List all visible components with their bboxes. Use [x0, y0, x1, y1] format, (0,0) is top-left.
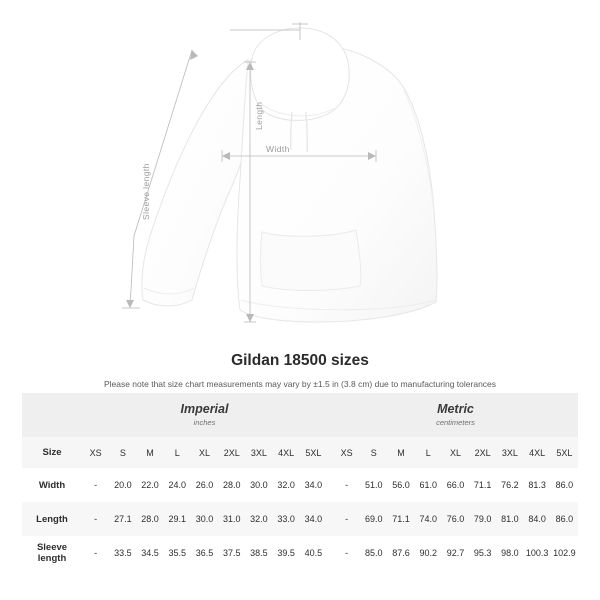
sleeve-metric-xl: 92.7 — [442, 536, 469, 570]
width-imperial-4xl: 32.0 — [273, 468, 300, 502]
size-header: Size — [22, 437, 82, 468]
length-metric-3xl: 81.0 — [496, 502, 523, 536]
header-imperial-2xl: 2XL — [218, 437, 245, 468]
header-imperial-4xl: 4XL — [273, 437, 300, 468]
sleeve-imperial-xl: 36.5 — [191, 536, 218, 570]
length-imperial-l: 29.1 — [164, 502, 191, 536]
header-metric-xl: XL — [442, 437, 469, 468]
width-imperial-2xl: 28.0 — [218, 468, 245, 502]
imperial-unit-cell — [82, 393, 327, 437]
header-imperial-xs: XS — [82, 437, 109, 468]
sleeve-imperial-m: 34.5 — [136, 536, 163, 570]
width-metric-xl: 66.0 — [442, 468, 469, 502]
width-metric-m: 56.0 — [387, 468, 414, 502]
sleeve-imperial-l: 35.5 — [164, 536, 191, 570]
sleeve-metric-l: 90.2 — [415, 536, 442, 570]
length-imperial-m: 28.0 — [136, 502, 163, 536]
sizes-header-row — [22, 437, 578, 468]
length-imperial-xs: - — [82, 502, 109, 536]
metric-unit-cell — [333, 393, 578, 437]
imperial-unit-name: Imperial — [180, 401, 229, 416]
length-imperial-4xl: 33.0 — [273, 502, 300, 536]
header-imperial-l: L — [164, 437, 191, 468]
width-metric-4xl: 81.3 — [524, 468, 551, 502]
header-imperial-m: M — [136, 437, 163, 468]
tolerance-note: Please note that size chart measurements may vary by ±1.5 in (3.8 cm) due to manufacturing tolerances — [103, 379, 497, 389]
width-imperial-5xl: 34.0 — [300, 468, 327, 502]
table-row — [22, 502, 578, 536]
sleeve-metric-xs: - — [333, 536, 360, 570]
sleeve-imperial-4xl: 39.5 — [273, 536, 300, 570]
sleeve-metric-s: 85.0 — [360, 536, 387, 570]
header-imperial-3xl: 3XL — [245, 437, 272, 468]
header-metric-2xl: 2XL — [469, 437, 496, 468]
sleeve-length-label: Sleeve length — [141, 163, 151, 220]
length-imperial-xl: 30.0 — [191, 502, 218, 536]
sleeve-imperial-2xl: 37.5 — [218, 536, 245, 570]
metric-unit-name: Metric — [437, 401, 474, 416]
sleeve-metric-4xl: 100.3 — [524, 536, 551, 570]
width-metric-s: 51.0 — [360, 468, 387, 502]
units-row — [22, 393, 578, 437]
length-imperial-s: 27.1 — [109, 502, 136, 536]
header-imperial-s: S — [109, 437, 136, 468]
width-metric-2xl: 71.1 — [469, 468, 496, 502]
sleeve-imperial-3xl: 38.5 — [245, 536, 272, 570]
sleeve-imperial-xs: - — [82, 536, 109, 570]
table-row — [22, 468, 578, 502]
length-metric-l: 74.0 — [415, 502, 442, 536]
width-imperial-xs: - — [82, 468, 109, 502]
width-metric-xs: - — [333, 468, 360, 502]
row-label-sleeve-length: Sleeve length — [22, 536, 82, 570]
width-imperial-xl: 26.0 — [191, 468, 218, 502]
row-label-length: Length — [22, 502, 82, 536]
width-imperial-s: 20.0 — [109, 468, 136, 502]
width-imperial-3xl: 30.0 — [245, 468, 272, 502]
sleeve-metric-5xl: 102.9 — [551, 536, 578, 570]
sleeve-metric-2xl: 95.3 — [469, 536, 496, 570]
header-imperial-5xl: 5XL — [300, 437, 327, 468]
page-title: Gildan 18500 sizes — [231, 352, 369, 369]
sleeve-imperial-5xl: 40.5 — [300, 536, 327, 570]
width-imperial-l: 24.0 — [164, 468, 191, 502]
length-metric-2xl: 79.0 — [469, 502, 496, 536]
table-row — [22, 536, 578, 570]
length-metric-m: 71.1 — [387, 502, 414, 536]
length-imperial-5xl: 34.0 — [300, 502, 327, 536]
imperial-unit-sub: inches — [193, 418, 216, 428]
length-metric-s: 69.0 — [360, 502, 387, 536]
length-metric-5xl: 86.0 — [551, 502, 578, 536]
row-label-width: Width — [22, 468, 82, 502]
length-label: Length — [254, 101, 264, 130]
width-metric-l: 61.0 — [415, 468, 442, 502]
width-label: Width — [266, 144, 290, 154]
header-metric-m: M — [387, 437, 414, 468]
header-metric-5xl: 5XL — [551, 437, 578, 468]
header-metric-s: S — [360, 437, 387, 468]
length-metric-xs: - — [333, 502, 360, 536]
header-metric-l: L — [415, 437, 442, 468]
sleeve-imperial-s: 33.5 — [109, 536, 136, 570]
length-imperial-2xl: 31.0 — [218, 502, 245, 536]
header-metric-xs: XS — [333, 437, 360, 468]
sleeve-metric-3xl: 98.0 — [496, 536, 523, 570]
width-metric-5xl: 86.0 — [551, 468, 578, 502]
size-chart-table — [22, 393, 578, 570]
length-imperial-3xl: 32.0 — [245, 502, 272, 536]
size-chart-table-wrapper — [22, 393, 578, 570]
width-metric-3xl: 76.2 — [496, 468, 523, 502]
header-imperial-xl: XL — [191, 437, 218, 468]
length-metric-xl: 76.0 — [442, 502, 469, 536]
width-imperial-m: 22.0 — [136, 468, 163, 502]
header-metric-4xl: 4XL — [524, 437, 551, 468]
length-metric-4xl: 84.0 — [524, 502, 551, 536]
metric-unit-sub: centimeters — [436, 418, 475, 428]
header-metric-3xl: 3XL — [496, 437, 523, 468]
units-row-spacer — [22, 393, 82, 437]
sleeve-metric-m: 87.6 — [387, 536, 414, 570]
